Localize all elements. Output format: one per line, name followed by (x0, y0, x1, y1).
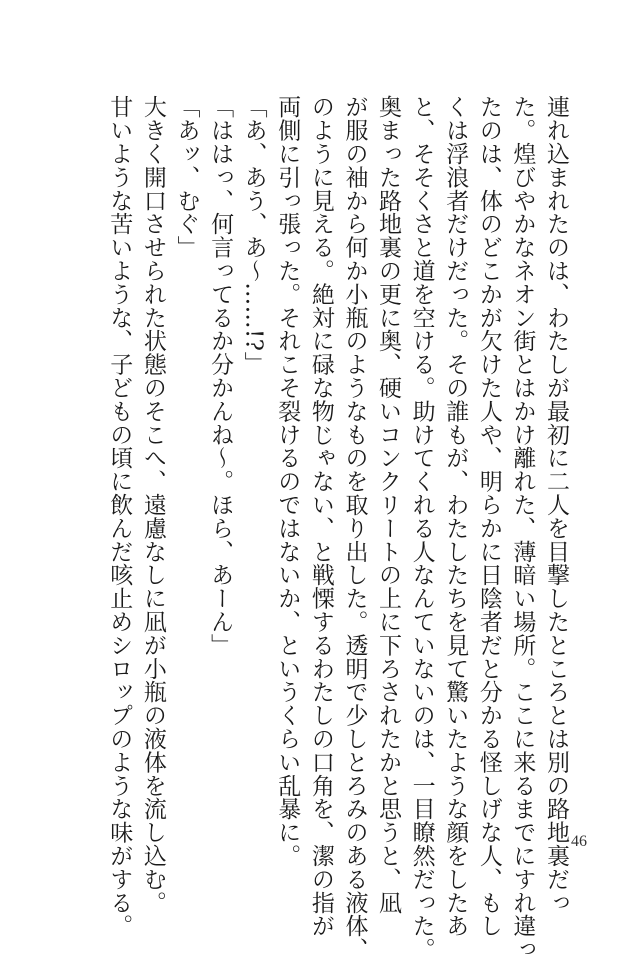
dialogue-line: 「あッ、むぐ」 (173, 95, 200, 259)
dialogue-line: 「ははっ、何言ってるか分かんね〜。ほら、あーん」 (207, 95, 234, 657)
text-line: と、そそくさと道を空ける。助けてくれる人なんていないのは、一目瞭然だった。 (408, 95, 435, 961)
text-line: 大きく開口させられた状態のそこへ、遠慮なしに凪が小瓶の液体を流し込む。 (139, 95, 166, 914)
text-line: くは浮浪者だけだった。その誰もが、わたしたちを見て驚いたような顔をしたあ (442, 95, 469, 938)
text-line: たのは、体のどこかが欠けた人や、明らかに日陰者だと分かる怪しげな人、もし (475, 95, 502, 938)
text-line: が服の袖から何か小瓶のようなものを取り出した。透明で少しとろみのある液体、 (341, 95, 368, 961)
text-line: のように見える。絶対に碌な物じゃない、と戦慄するわたしの口角を、潔の指が (307, 95, 334, 938)
text-line: た。煌びやかなネオン街とはかけ離れた、薄暗い場所。ここに来るまでにすれ違っ (509, 95, 536, 961)
text-line: 奥まった路地裏の更に奥、硬いコンクリートの上に下ろされたかと思うと、凪 (375, 95, 402, 914)
page-number: 46 (571, 833, 587, 850)
text-line: 甘いような苦いような、子どもの頃に飲んだ咳止めシロップのような味がする。 (106, 95, 133, 938)
text-line: 連れ込まれたのは、わたしが最初に二人を目撃したところとは別の路地裏だっ (543, 95, 569, 914)
dialogue-line: 「あ、あう、あ〜……!?」 (240, 95, 267, 375)
vertical-text-body (102, 95, 572, 961)
text-line: 両側に引っ張った。それこそ裂けるのではないか、というくらい乱暴に。 (274, 95, 301, 868)
